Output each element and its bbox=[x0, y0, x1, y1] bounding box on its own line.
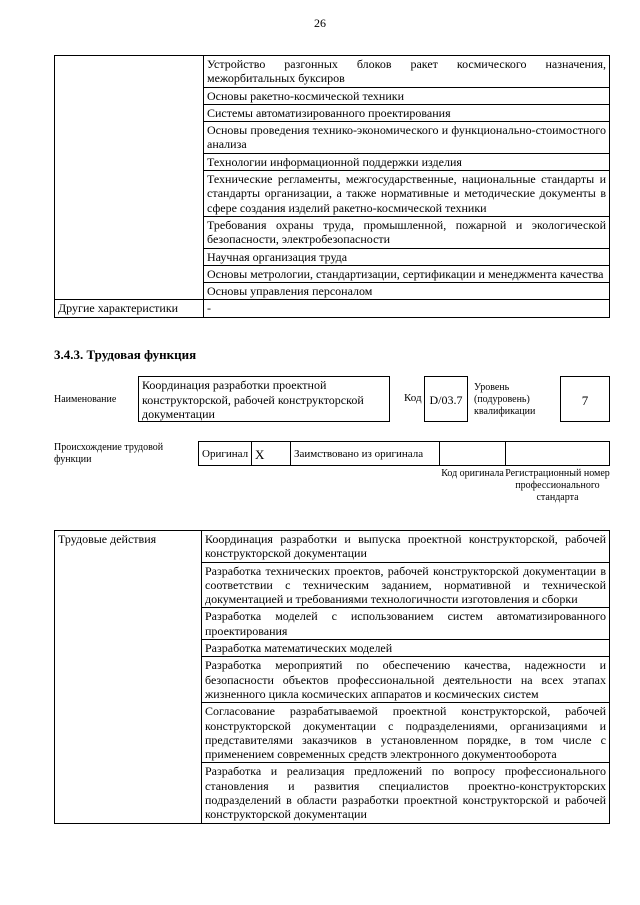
knowledge-item: Основы ракетно-космической техники bbox=[204, 87, 610, 104]
other-characteristics-label: Другие характеристики bbox=[55, 300, 204, 317]
page-number: 26 bbox=[314, 16, 326, 30]
section-title: 3.4.3. Трудовая функция bbox=[54, 347, 197, 362]
labor-actions-table bbox=[54, 530, 610, 824]
labor-action-item: Разработка технических проектов, рабочей конструкторской документации в соответствии с техническим заданием, нормативной и технической документацией и требованиями технологичности изготовления и сборки bbox=[202, 562, 610, 608]
origin-label: Происхождение трудовой функции bbox=[54, 442, 164, 465]
labor-action-item: Разработка моделей с использованием систем автоматизированного проектирования bbox=[202, 608, 610, 640]
labor-actions-label: Трудовые действия bbox=[55, 531, 202, 824]
function-name-box: Координация разработки проектной конструкторской, рабочей конструкторской документации bbox=[138, 376, 390, 422]
labor-action-item: Разработка математических моделей bbox=[202, 640, 610, 657]
knowledge-item: Требования охраны труда, промышленной, пожарной и экологической безопасности, электробезопасности bbox=[204, 216, 610, 248]
knowledge-label-cell bbox=[55, 56, 204, 300]
knowledge-item: Научная организация труда bbox=[204, 248, 610, 265]
qualification-level-label: Уровень (подуровень) квалификации bbox=[474, 382, 536, 417]
qualification-level-box: 7 bbox=[560, 376, 610, 422]
labor-action-item: Координация разработки и выпуска проектной конструкторской, рабочей конструкторской документации bbox=[202, 531, 610, 563]
labor-action-item: Согласование разрабатываемой проектной конструкторской, рабочей конструкторской документации с подразделениями, организациями и представителями заказчиков в установленном порядке, в том числе с применением современных средств электронного документооборота bbox=[202, 703, 610, 763]
knowledge-table bbox=[54, 55, 610, 318]
code-label: Код bbox=[404, 392, 422, 404]
registration-caption: Регистрационный номер профессионального стандарта bbox=[505, 468, 610, 503]
knowledge-item: Основы управления персоналом bbox=[204, 283, 610, 300]
other-characteristics-value: - bbox=[204, 300, 610, 317]
knowledge-item: Основы проведения технико-экономического и функционально-стоимостного анализа bbox=[204, 122, 610, 154]
original-mark-box: X bbox=[251, 441, 291, 466]
labor-action-item: Разработка и реализация предложений по вопросу профессионального становления и развития специалистов проектно-конструкторских подразделений в области разработки проектной конструкторской и рабочей конструкторской документации bbox=[202, 763, 610, 823]
original-label-box: Оригинал bbox=[198, 441, 252, 466]
code-caption: Код оригинала bbox=[441, 468, 504, 479]
knowledge-item: Технические регламенты, межгосударственные, национальные стандарты и стандарты организации, а также нормативные и методические документы в сфере создания изделий ракетно-космической техники bbox=[204, 171, 610, 217]
borrowed-label-box: Заимствовано из оригинала bbox=[290, 441, 440, 466]
name-label: Наименование bbox=[54, 394, 117, 405]
function-code-box: D/03.7 bbox=[424, 376, 468, 422]
registration-number-box bbox=[505, 441, 610, 466]
knowledge-item: Технологии информационной поддержки изделия bbox=[204, 153, 610, 170]
knowledge-item: Устройство разгонных блоков ракет космического назначения, межорбитальных буксиров bbox=[204, 56, 610, 88]
knowledge-item: Системы автоматизированного проектирования bbox=[204, 104, 610, 121]
labor-action-item: Разработка мероприятий по обеспечению качества, надежности и безопасности объектов профессиональной деятельности на всех этапах жизненного цикла космических аппаратов и космических систем bbox=[202, 657, 610, 703]
original-code-box bbox=[439, 441, 506, 466]
knowledge-item: Основы метрологии, стандартизации, сертификации и менеджмента качества bbox=[204, 265, 610, 282]
